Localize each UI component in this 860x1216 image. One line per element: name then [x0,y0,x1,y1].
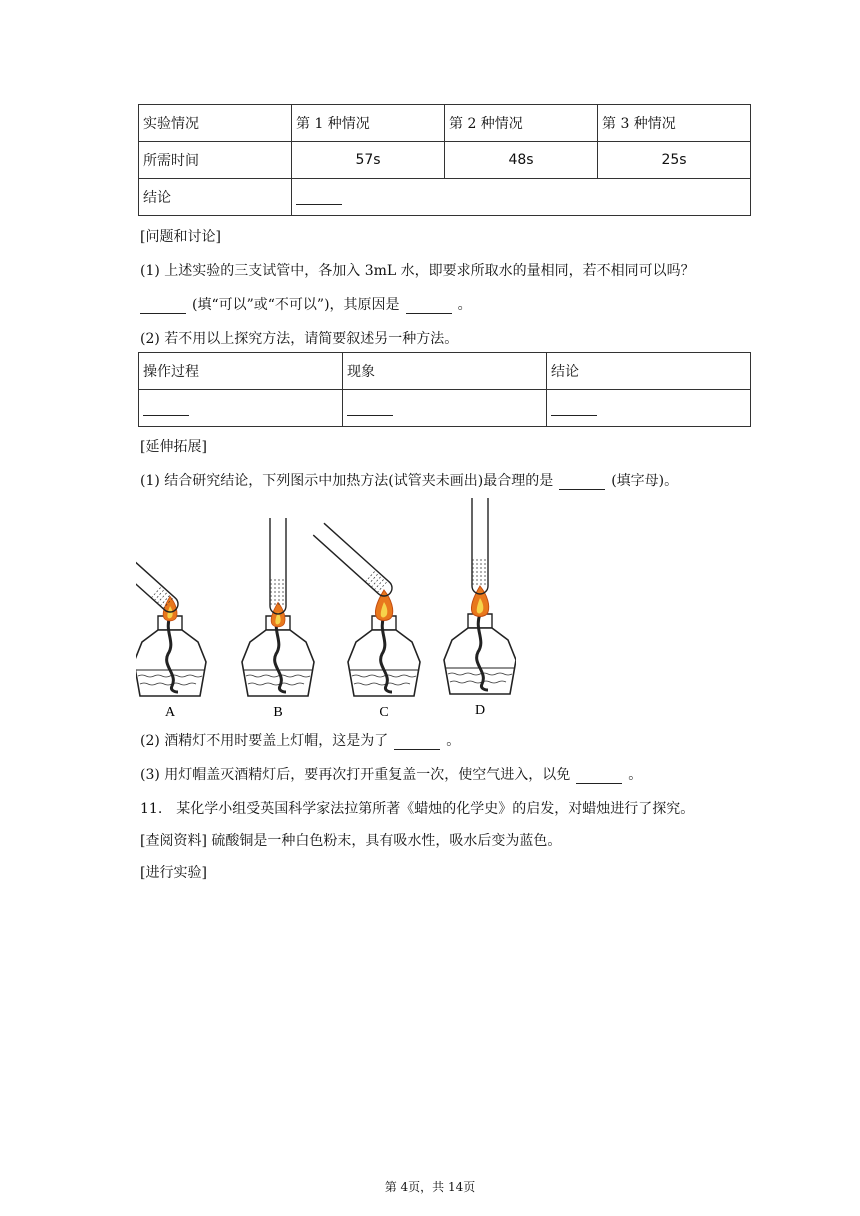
section-heading: [进行实验] [140,865,207,881]
answer-blank[interactable] [143,401,189,416]
table-row [139,390,751,427]
question-text: 11. 某化学小组受英国科学家法拉第所著《蜡烛的化学史》的启发，对蜡烛进行了探究。 [140,801,695,817]
question-line [140,764,642,784]
lamp-a [136,616,206,696]
table-cell: 第 3 种情况 [598,105,751,142]
answer-cell[interactable] [139,390,343,427]
answer-blank[interactable] [296,190,342,205]
lamp-d [444,614,516,694]
punctuation: 。 [457,297,472,313]
table-row [139,105,751,142]
figure-label: A [164,705,176,720]
table-cell: 48s [445,142,598,179]
answer-cell[interactable] [547,390,751,427]
punctuation: 。 [628,767,643,783]
table-header: 操作过程 [139,353,343,390]
test-tube-c [313,523,395,599]
table-row [139,353,751,390]
figure-label: C [379,705,389,720]
table-cell: 第 2 种情况 [445,105,598,142]
answer-blank[interactable] [394,735,440,750]
table-cell: 第 1 种情况 [292,105,445,142]
section-heading: [问题和讨论] [140,229,221,245]
page-footer: 第 4页，共 14页 [384,1180,476,1194]
answer-cell[interactable] [292,179,751,216]
question-line [140,470,678,490]
flame-c [375,590,392,621]
lamp-b [242,616,314,696]
question-text: (1) 上述实验的三支试管中，各加入 3mL 水，即要求所取水的量相同，若不相同可以吗？ [140,263,695,279]
table-cell: 实验情况 [139,105,292,142]
question-text: (填字母)。 [611,473,679,489]
lamp-c [348,616,420,696]
alcohol-lamp-figure [136,494,516,724]
table-cell: 25s [598,142,751,179]
question-text: (2) 酒精灯不用时要盖上灯帽，这是为了 [140,733,389,749]
answer-blank[interactable] [576,769,622,784]
table-row [139,142,751,179]
test-tube-d [472,498,488,594]
method-table [138,352,751,427]
info-text: [查阅资料] 硫酸铜是一种白色粉末，具有吸水性，吸水后变为蓝色。 [140,833,562,849]
table-cell: 所需时间 [139,142,292,179]
answer-blank[interactable] [140,299,186,314]
question-text: (3) 用灯帽盖灭酒精灯后，要再次打开重复盖一次，使空气进入，以免 [140,767,571,783]
table-header: 现象 [343,353,547,390]
figure-label: B [273,705,283,720]
answer-cell[interactable] [343,390,547,427]
table-cell: 结论 [139,179,292,216]
answer-blank[interactable] [551,401,597,416]
section-heading: [延伸拓展] [140,439,207,455]
timing-table [138,104,751,216]
test-tube-b [270,518,286,614]
question-text: (2) 若不用以上探究方法，请简要叙述另一种方法。 [140,331,459,347]
punctuation: 。 [446,733,461,749]
question-text: (填“可以”或“不可以”)，其原因是 [192,297,400,313]
table-cell: 57s [292,142,445,179]
figure-label: D [474,703,486,718]
table-row [139,179,751,216]
question-line [140,730,460,750]
answer-blank[interactable] [406,299,452,314]
answer-blank[interactable] [347,401,393,416]
question-answer-line [140,294,472,314]
flame-a [163,596,177,620]
table-header: 结论 [547,353,751,390]
answer-blank[interactable] [559,475,605,490]
question-text: (1) 结合研究结论，下列图示中加热方法(试管夹未画出)最合理的是 [140,473,554,489]
